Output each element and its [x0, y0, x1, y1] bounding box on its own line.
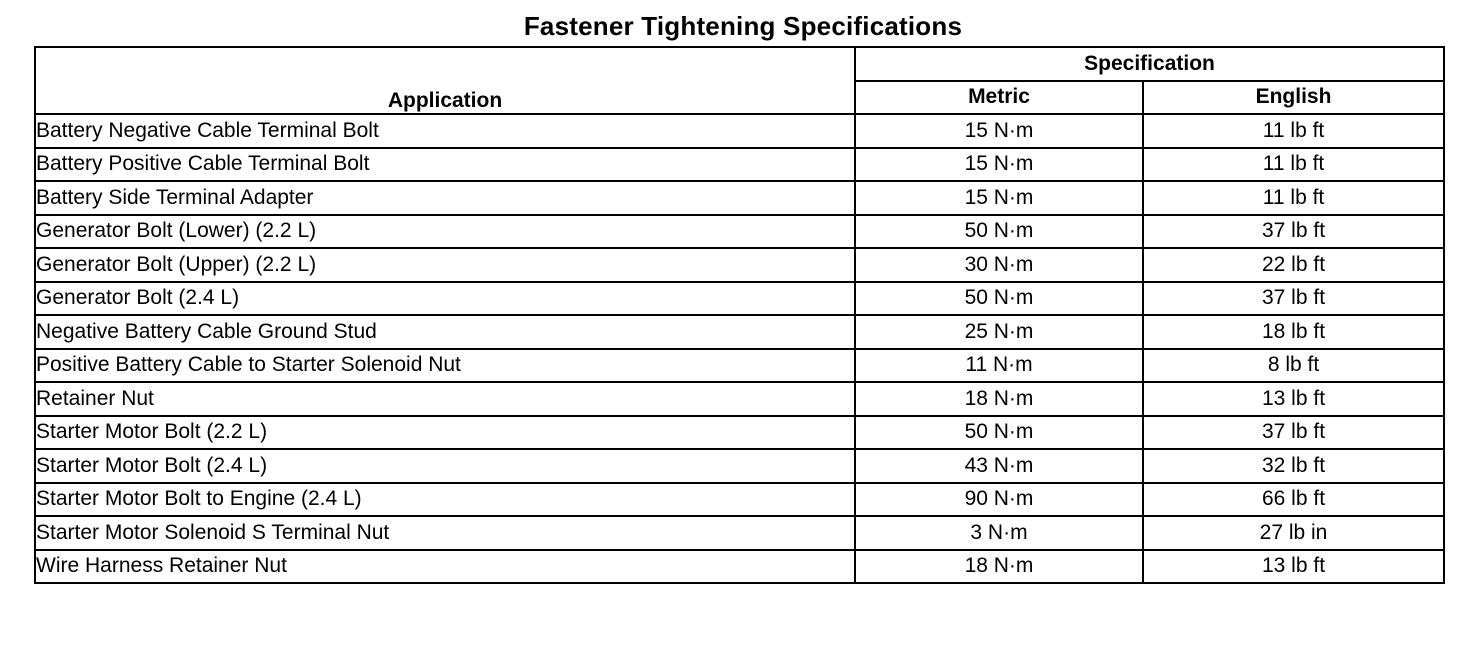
table-row: [35, 248, 1444, 282]
application-cell: Starter Motor Bolt (2.2 L): [35, 416, 855, 450]
application-cell: Retainer Nut: [35, 382, 855, 416]
english-cell: 11 lb ft: [1143, 181, 1444, 215]
application-cell: Battery Side Terminal Adapter: [35, 181, 855, 215]
metric-cell: 50 N·m: [855, 282, 1143, 316]
table-row: [35, 215, 1444, 249]
english-cell: 11 lb ft: [1143, 148, 1444, 182]
metric-cell: 50 N·m: [855, 215, 1143, 249]
english-cell: 13 lb ft: [1143, 382, 1444, 416]
metric-cell: 18 N·m: [855, 382, 1143, 416]
table-row: [35, 282, 1444, 316]
table-header: [35, 47, 1444, 114]
specification-header: Specification: [855, 47, 1444, 81]
english-cell: 8 lb ft: [1143, 349, 1444, 383]
english-header: English: [1143, 81, 1444, 115]
application-cell: Wire Harness Retainer Nut: [35, 550, 855, 584]
metric-cell: 15 N·m: [855, 114, 1143, 148]
application-header: Application: [35, 47, 855, 114]
table-body: [35, 114, 1444, 583]
application-cell: Starter Motor Bolt (2.4 L): [35, 449, 855, 483]
application-cell: Battery Positive Cable Terminal Bolt: [35, 148, 855, 182]
metric-cell: 3 N·m: [855, 516, 1143, 550]
header-row-top: [35, 47, 1444, 81]
page-title: Fastener Tightening Specifications: [523, 11, 963, 41]
table-row: [35, 315, 1444, 349]
specifications-table: [34, 46, 1445, 584]
metric-cell: 30 N·m: [855, 248, 1143, 282]
application-cell: Starter Motor Solenoid S Terminal Nut: [35, 516, 855, 550]
application-cell: Generator Bolt (2.4 L): [35, 282, 855, 316]
table-row: [35, 449, 1444, 483]
metric-cell: 50 N·m: [855, 416, 1143, 450]
application-cell: Negative Battery Cable Ground Stud: [35, 315, 855, 349]
metric-cell: 25 N·m: [855, 315, 1143, 349]
english-cell: 11 lb ft: [1143, 114, 1444, 148]
application-cell: Positive Battery Cable to Starter Solenoid Nut: [35, 349, 855, 383]
metric-header: Metric: [855, 81, 1143, 115]
table-row: [35, 416, 1444, 450]
english-cell: 32 lb ft: [1143, 449, 1444, 483]
table-row: [35, 349, 1444, 383]
table-row: [35, 382, 1444, 416]
english-cell: 18 lb ft: [1143, 315, 1444, 349]
table-row: [35, 148, 1444, 182]
application-cell: Battery Negative Cable Terminal Bolt: [35, 114, 855, 148]
english-cell: 37 lb ft: [1143, 416, 1444, 450]
application-cell: Starter Motor Bolt to Engine (2.4 L): [35, 483, 855, 517]
application-cell: Generator Bolt (Lower) (2.2 L): [35, 215, 855, 249]
metric-cell: 18 N·m: [855, 550, 1143, 584]
table-row: [35, 516, 1444, 550]
metric-cell: 15 N·m: [855, 181, 1143, 215]
english-cell: 13 lb ft: [1143, 550, 1444, 584]
english-cell: 22 lb ft: [1143, 248, 1444, 282]
metric-cell: 43 N·m: [855, 449, 1143, 483]
metric-cell: 90 N·m: [855, 483, 1143, 517]
application-cell: Generator Bolt (Upper) (2.2 L): [35, 248, 855, 282]
english-cell: 66 lb ft: [1143, 483, 1444, 517]
table-row: [35, 550, 1444, 584]
metric-cell: 15 N·m: [855, 148, 1143, 182]
table-row: [35, 181, 1444, 215]
table-row: [35, 114, 1444, 148]
metric-cell: 11 N·m: [855, 349, 1143, 383]
english-cell: 37 lb ft: [1143, 282, 1444, 316]
table-row: [35, 483, 1444, 517]
english-cell: 37 lb ft: [1143, 215, 1444, 249]
english-cell: 27 lb in: [1143, 516, 1444, 550]
